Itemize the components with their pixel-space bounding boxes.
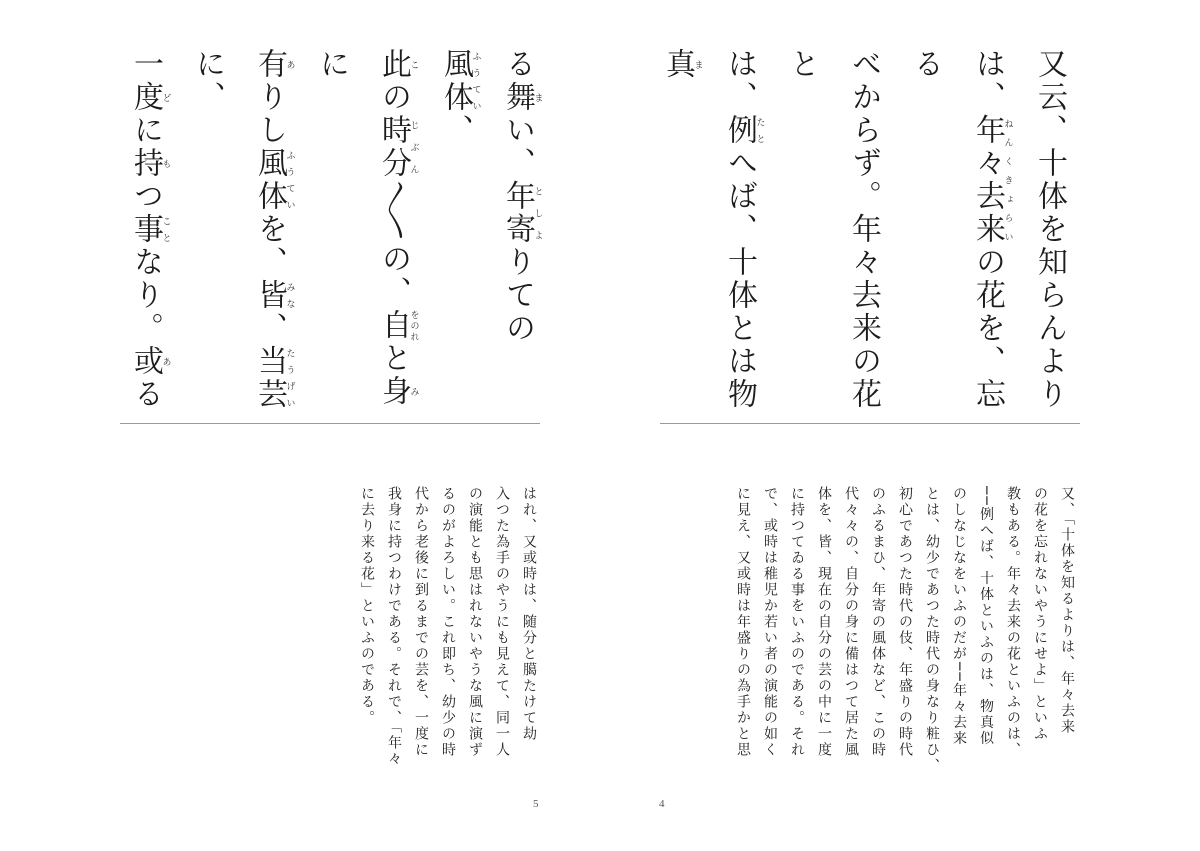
- original-text-line: べからず。年々去来の花と: [784, 48, 881, 411]
- furigana: じぶん: [408, 114, 419, 180]
- ruby-annotated-text: 事こと: [128, 213, 171, 246]
- original-text-line: る舞まい、年寄としよりての風体ふうてい、: [438, 48, 543, 345]
- furigana: ふうてい: [284, 147, 295, 213]
- translation-text-line: 代から老後に到るまでの芸を、一度に: [413, 486, 429, 758]
- furigana: み: [408, 375, 419, 408]
- original-text-line: 有ありし風体ふうていを、皆みな、当芸たうげいに、: [190, 48, 295, 411]
- translation-text-line: 体を、皆、現在の自分の芸の中に一度: [816, 486, 832, 758]
- page-number-left: 5: [533, 798, 539, 810]
- furigana: も: [160, 147, 171, 180]
- original-text-line: 此この時分じぶん〱の、自をのれと身みに: [314, 48, 419, 408]
- ruby-annotated-text: 舞ま: [500, 81, 543, 114]
- page-number-right: 4: [659, 798, 665, 810]
- furigana: ま: [692, 48, 703, 81]
- translation-text-line: のしなじなをいふのだが──年々去来: [951, 486, 967, 747]
- furigana: ねんくきょらい: [1002, 114, 1013, 246]
- ruby-annotated-text: 風体ふうてい: [438, 48, 481, 114]
- translation-text-line: はれ、又或時は、随分と臈たけて劫: [521, 486, 537, 742]
- ruby-annotated-text: 風体ふうてい: [252, 147, 295, 213]
- ruby-annotated-text: 度ど: [128, 81, 171, 114]
- translation-text-right-page: [650, 486, 1080, 776]
- furigana: こ: [408, 48, 419, 81]
- original-text-left-page: [118, 48, 548, 418]
- furigana: ふうてい: [470, 48, 481, 114]
- translation-text-line: 又、「十体を知るよりは、年々去来: [1059, 486, 1075, 735]
- ruby-annotated-text: 年寄としよ: [500, 180, 543, 246]
- original-text-right-page: [650, 48, 1080, 418]
- furigana: をのれ: [408, 309, 419, 342]
- furigana: こと: [160, 213, 171, 246]
- original-text-line: 一度どに持もつ事ことなり。或ある: [128, 48, 171, 411]
- ruby-annotated-text: 皆みな: [252, 279, 295, 312]
- original-text-line: 又云、十体を知らんより: [1032, 48, 1067, 411]
- translation-text-line: とは、幼少であつた時代の身なり粧ひ、: [924, 486, 940, 774]
- translation-text-line: に見え、又或時は年盛りの為手かと思: [735, 486, 751, 758]
- divider-rule-right: [660, 423, 1080, 424]
- furigana: ま: [532, 81, 543, 114]
- translation-text-line: に去り来る花」といふのである。: [359, 486, 375, 726]
- ruby-annotated-text: 時分じぶん: [376, 114, 419, 180]
- translation-text-line: の演能とも思はれないやうな風に演ず: [467, 486, 483, 758]
- ruby-annotated-text: 或あ: [128, 345, 171, 378]
- translation-text-line: 初心であつた時代の伎、年盛りの時代: [897, 486, 913, 758]
- ruby-annotated-text: 持も: [128, 147, 171, 180]
- ruby-annotated-text: 身み: [376, 375, 419, 408]
- furigana: としよ: [532, 180, 543, 246]
- ruby-annotated-text: 例たと: [722, 114, 765, 147]
- translation-text-left-page: [314, 486, 542, 776]
- furigana: あ: [284, 48, 295, 81]
- original-text-line: は、例たとへば、十体とは物真ま: [660, 48, 765, 411]
- translation-text-line: で、或時は稚児か若い者の演能の如く: [762, 486, 778, 758]
- translation-text-line: ──例へば、十体といふのは、物真似: [978, 486, 994, 747]
- translation-text-line: 代々々の、自分の身に備はつて居た風: [843, 486, 859, 758]
- furigana: ど: [160, 81, 171, 114]
- furigana: あ: [160, 345, 171, 378]
- ruby-annotated-text: 自をのれ: [376, 309, 419, 342]
- ruby-annotated-text: 有あ: [252, 48, 295, 81]
- furigana: たうげい: [284, 345, 295, 411]
- furigana: たと: [754, 114, 765, 147]
- ruby-annotated-text: 此こ: [376, 48, 419, 81]
- translation-text-line: のふるまひ、年寄の風体など、この時: [870, 486, 886, 758]
- original-text-line: は、年々去来ねんくきょらいの花を、忘る: [908, 48, 1013, 411]
- ruby-annotated-text: 真ま: [660, 48, 703, 81]
- translation-text-line: に持つてゐる事をいふのである。それ: [789, 486, 805, 758]
- divider-rule-left: [120, 423, 540, 424]
- translation-text-line: の花を忘れないやうにせよ」といふ: [1032, 486, 1048, 742]
- ruby-annotated-text: 年々去来ねんくきょらい: [970, 114, 1013, 246]
- furigana: みな: [284, 279, 295, 312]
- translation-text-line: 入つた為手のやうにも見えて、同一人: [494, 486, 510, 758]
- translation-text-line: 教もある。年々去来の花といふのは、: [1005, 486, 1021, 758]
- translation-text-line: 我身に持つわけである。それで、「年々: [386, 486, 402, 767]
- ruby-annotated-text: 当芸たうげい: [252, 345, 295, 411]
- translation-text-line: るのがよろしい。これ即ち、幼少の時: [440, 486, 456, 758]
